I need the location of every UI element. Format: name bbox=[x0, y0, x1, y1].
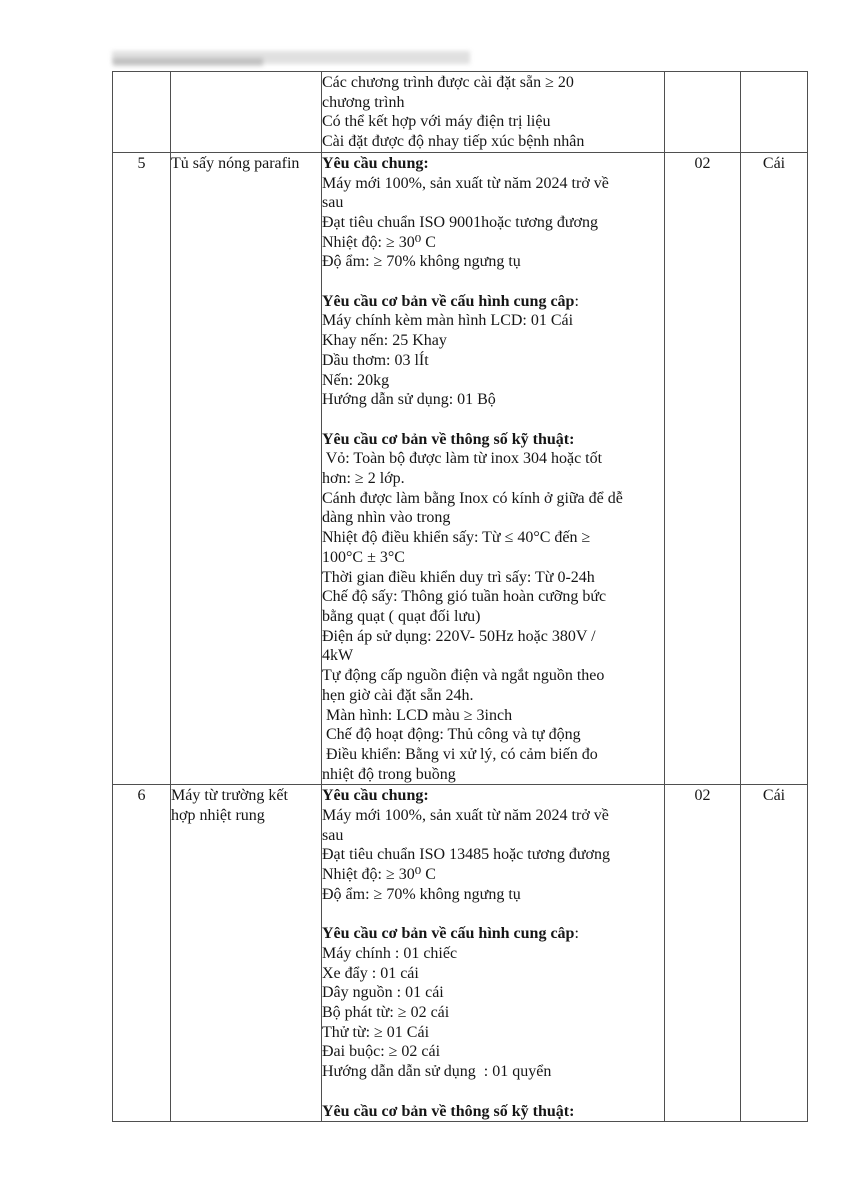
spec-line: Vỏ: Toàn bộ được làm từ inox 304 hoặc tốt bbox=[322, 450, 603, 468]
spec-line: Tự động cấp nguồn điện và ngắt nguồn theo bbox=[322, 667, 605, 685]
spec-line: Nhiệt độ điều khiển sấy: Từ ≤ 40°C đến ≥ bbox=[322, 529, 591, 547]
spec-cell bbox=[322, 72, 665, 153]
spec-heading-line: Yêu cầu cơ bản về cấu hình cung câp: bbox=[322, 925, 579, 943]
spec-line: Điện áp sử dụng: 220V- 50Hz hoặc 380V / bbox=[322, 627, 596, 645]
spec-line: Các chương trình được cài đặt sẵn ≥ 20 bbox=[322, 74, 574, 91]
spec-line: Máy chính : 01 chiếc bbox=[322, 944, 458, 962]
spec-line: 100°C ± 3°C bbox=[322, 548, 405, 566]
spec-heading-line: Yêu cầu chung: bbox=[322, 154, 429, 172]
table-row-6 bbox=[113, 785, 808, 1122]
spec-line: Có thể kết hợp với máy điện trị liệu bbox=[322, 113, 551, 131]
spec-line: Máy chính kèm màn hình LCD: 01 Cái bbox=[322, 312, 574, 330]
spec-line: Đai buộc: ≥ 02 cái bbox=[322, 1043, 441, 1061]
spec-table bbox=[112, 71, 808, 1122]
spec-line: Chế độ hoạt động: Thủ công và tự động bbox=[322, 726, 581, 744]
spec-line: chương trình bbox=[322, 93, 405, 111]
spec-line: Độ ẩm: ≥ 70% không ngưng tụ bbox=[322, 885, 521, 903]
unit-cell: Cái bbox=[741, 152, 808, 785]
quantity-cell: 02 bbox=[665, 785, 741, 1122]
spec-line: Khay nến: 25 Khay bbox=[322, 332, 447, 350]
spec-line: Máy mới 100%, sản xuất từ năm 2024 trở về bbox=[322, 174, 609, 192]
item-name-cell bbox=[171, 152, 322, 785]
quantity-cell bbox=[665, 72, 741, 153]
spec-table-body bbox=[113, 72, 808, 1122]
spec-line: Thử từ: ≥ 01 Cái bbox=[322, 1023, 430, 1041]
spec-line bbox=[322, 272, 664, 292]
unit-cell: Cái bbox=[741, 785, 808, 1122]
spec-line: dàng nhìn vào trong bbox=[322, 509, 451, 527]
spec-line: Đạt tiêu chuẩn ISO 9001hoặc tương đương bbox=[322, 213, 598, 231]
spec-line: Thời gian điều khiển duy trì sấy: Từ 0-24h bbox=[322, 568, 595, 586]
spec-cell bbox=[322, 152, 665, 785]
spec-line: Cài đặt được độ nhay tiếp xúc bệnh nhân bbox=[322, 133, 585, 151]
spec-line: Hướng dẫn dẫn sử dụng : 01 quyển bbox=[322, 1063, 552, 1081]
row-number-cell bbox=[113, 72, 171, 153]
spec-line: Dây nguồn : 01 cái bbox=[322, 984, 444, 1002]
item-name-line: Tủ sấy nóng parafin bbox=[171, 154, 300, 172]
unit-cell bbox=[741, 72, 808, 153]
spec-line: Nến: 20kg bbox=[322, 371, 390, 389]
scan-artifact bbox=[113, 58, 263, 66]
quantity-cell: 02 bbox=[665, 152, 741, 785]
spec-line: Cánh được làm bằng Inox có kính ở giữa để dễ bbox=[322, 489, 623, 507]
spec-line: Nhiệt độ: ≥ 30⁰ C bbox=[322, 866, 436, 884]
row-number-cell: 6 bbox=[113, 785, 171, 1122]
spec-line: sau bbox=[322, 826, 344, 844]
spec-heading-line: Yêu cầu cơ bản về thông số kỹ thuật: bbox=[322, 1102, 575, 1120]
item-name-line: hợp nhiệt rung bbox=[171, 807, 265, 825]
spec-line: Màn hình: LCD màu ≥ 3inch bbox=[322, 706, 513, 724]
spec-heading-line: Yêu cầu cơ bản về thông số kỹ thuật: bbox=[322, 430, 575, 448]
spec-cell bbox=[322, 785, 665, 1122]
item-name-line: Máy từ trường kết bbox=[171, 787, 288, 805]
item-name-cell bbox=[171, 785, 322, 1122]
spec-line: Bộ phát từ: ≥ 02 cái bbox=[322, 1004, 450, 1022]
table-row-partial bbox=[113, 72, 808, 153]
scan-artifact bbox=[112, 51, 470, 64]
spec-line: Đạt tiêu chuẩn ISO 13485 hoặc tương đương bbox=[322, 846, 610, 864]
spec-line: hẹn giờ cài đặt sẵn 24h. bbox=[322, 686, 474, 704]
spec-line: Độ ẩm: ≥ 70% không ngưng tụ bbox=[322, 253, 521, 271]
spec-line: Hướng dẫn sử dụng: 01 Bộ bbox=[322, 391, 496, 409]
spec-line: Chế độ sấy: Thông gió tuần hoàn cưỡng bức bbox=[322, 588, 607, 606]
spec-line: 4kW bbox=[322, 647, 354, 665]
spec-line bbox=[322, 410, 664, 430]
row-number-cell: 5 bbox=[113, 152, 171, 785]
spec-line: Nhiệt độ: ≥ 30⁰ C bbox=[322, 233, 436, 251]
spec-heading-line: Yêu cầu chung: bbox=[322, 787, 429, 805]
spec-line: sau bbox=[322, 194, 344, 212]
item-name-cell bbox=[171, 72, 322, 153]
spec-line bbox=[322, 905, 664, 925]
table-row-5 bbox=[113, 152, 808, 785]
spec-line: bằng quạt ( quạt đối lưu) bbox=[322, 607, 481, 625]
spec-heading-line: Yêu cầu cơ bản về cấu hình cung câp: bbox=[322, 292, 579, 310]
spec-line: Dầu thơm: 03 lÍt bbox=[322, 351, 429, 369]
spec-line: Xe đẩy : 01 cái bbox=[322, 964, 419, 982]
spec-line: Điều khiển: Bằng vi xử lý, có cảm biến đo bbox=[322, 745, 598, 763]
spec-line: Máy mới 100%, sản xuất từ năm 2024 trở về bbox=[322, 807, 609, 825]
spec-line: nhiệt độ trong buồng bbox=[322, 765, 456, 783]
spec-line bbox=[322, 1082, 664, 1102]
spec-line: hơn: ≥ 2 lớp. bbox=[322, 470, 405, 488]
